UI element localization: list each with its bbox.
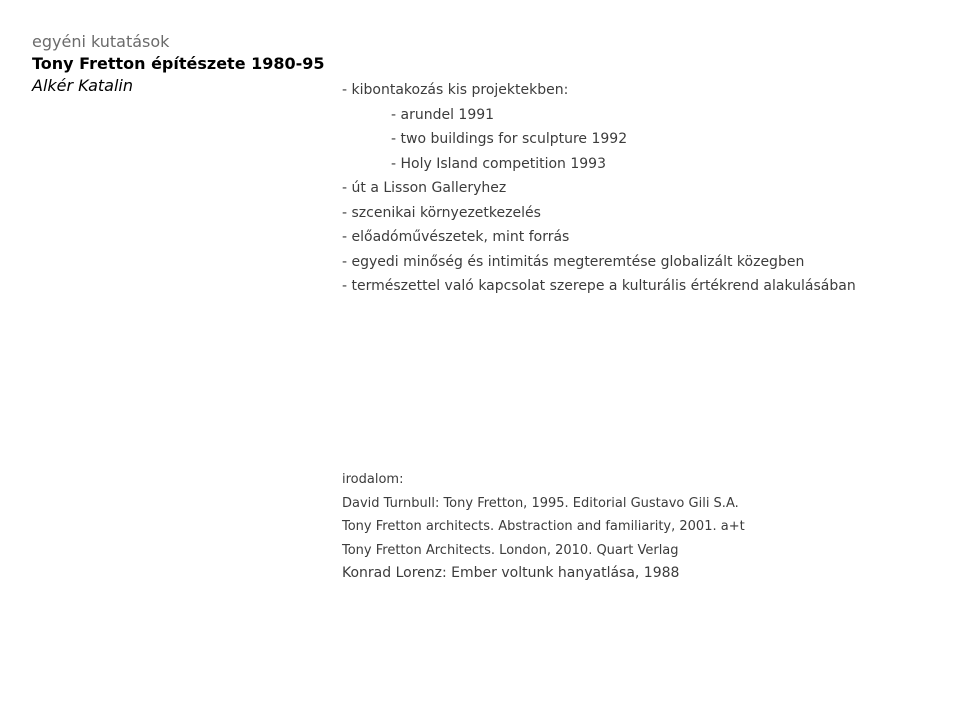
topic-subitem-arundel: - arundel 1991 [391,106,495,123]
topic-item-lisson-gallery: - út a Lisson Galleryhez [342,180,507,196]
slide-header [32,31,325,97]
literature-heading: irodalom: [342,472,404,487]
topic-subitem-holy-island: - Holy Island competition 1993 [391,155,606,172]
header-subtitle: egyéni kutatások [32,32,170,51]
topic-item-small-projects: - kibontakozás kis projektekben: [342,82,569,98]
literature-item: Tony Fretton Architects. London, 2010. Quart Verlag [342,542,679,558]
literature-item: Tony Fretton architects. Abstraction and familiarity, 2001. a+t [342,519,745,534]
header-author: Alkér Katalin [32,76,133,95]
topic-item-intimacy: - egyedi minőség és intimitás megteremtése globalizált közegben [342,253,805,270]
literature-item: Konrad Lorenz: Ember voltunk hanyatlása, 1988 [342,565,680,581]
topic-item-scenic: - szcenikai környezetkezelés [342,204,541,221]
header-title: Tony Fretton építészete 1980-95 [32,54,325,73]
topic-item-nature: - természettel való kapcsolat szerepe a kulturális értékrend alakulásában [342,278,856,294]
literature-item: David Turnbull: Tony Fretton, 1995. Editorial Gustavo Gili S.A. [342,495,739,511]
topic-item-performing-arts: - előadóművészetek, mint forrás [342,229,570,245]
topic-subitem-two-buildings: - two buildings for sculpture 1992 [391,131,628,147]
literature-section [342,468,745,586]
topic-list [342,78,856,299]
